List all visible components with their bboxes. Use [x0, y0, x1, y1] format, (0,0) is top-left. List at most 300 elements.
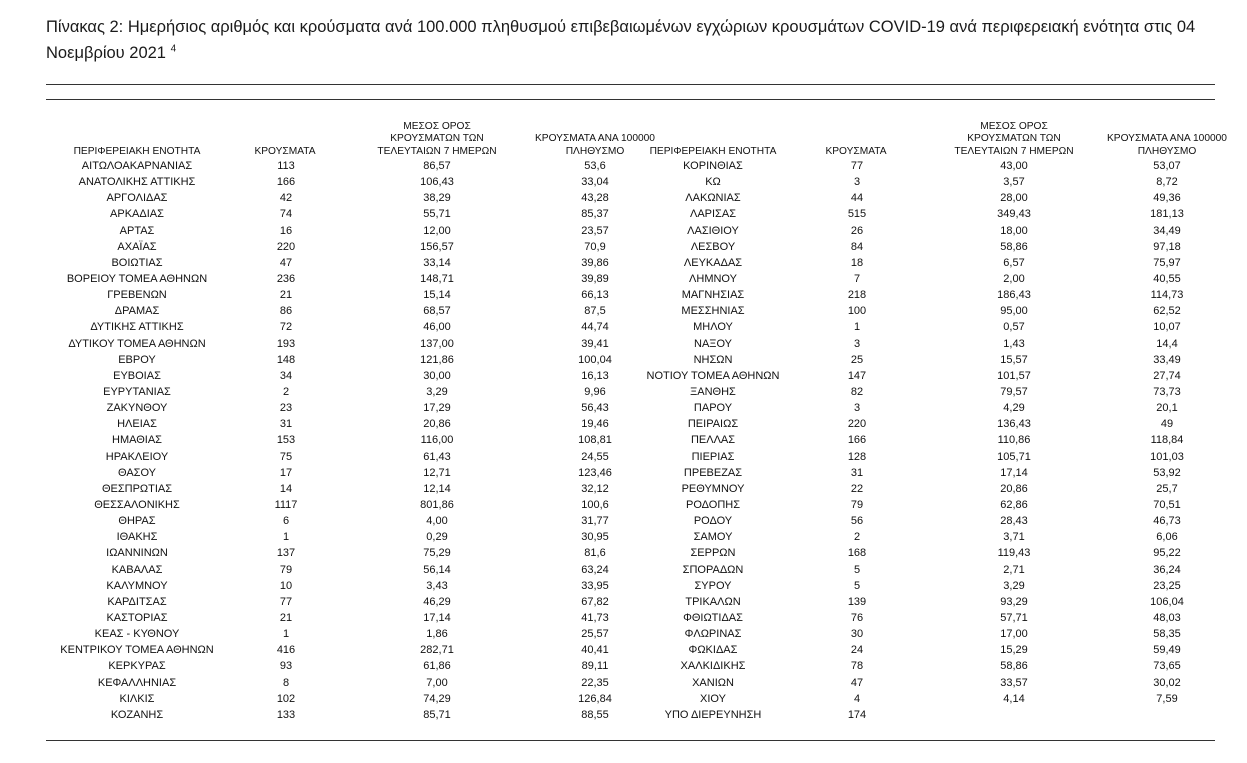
table-header — [46, 111, 1227, 158]
table-body — [46, 158, 1215, 723]
cell-cases-right: 31 — [850, 466, 864, 479]
table-row — [46, 675, 1215, 691]
cell-cases-right: 3 — [853, 402, 861, 415]
cell-per100k-left: 23,57 — [581, 224, 609, 237]
cell-per100k-right: 59,49 — [1153, 644, 1181, 657]
table-row — [46, 271, 1215, 287]
cell-cases-right: 24 — [850, 644, 864, 657]
cell-cases-left: 77 — [279, 595, 293, 608]
cell-region-right: ΣΑΜΟΥ — [693, 531, 733, 544]
cell-per100k-left: 81,6 — [584, 547, 606, 560]
cell-cases-right: 3 — [853, 337, 861, 350]
cell-region-right: ΜΕΣΣΗΝΙΑΣ — [681, 305, 745, 318]
table-row — [46, 368, 1215, 384]
cell-per100k-left: 41,73 — [581, 611, 609, 624]
cell-per100k-right: 27,74 — [1153, 369, 1181, 382]
cell-cases-left: 31 — [279, 418, 293, 431]
cell-region-left: ΙΘΑΚΗΣ — [116, 531, 158, 544]
cell-per100k-left: 43,28 — [581, 192, 609, 205]
cell-per100k-right: 30,02 — [1153, 676, 1181, 689]
cell-region-left: ΕΥΡΥΤΑΝΙΑΣ — [103, 385, 171, 398]
cell-region-right: ΡΟΔΟΠΗΣ — [685, 498, 741, 511]
cell-avg7-right: 58,86 — [1000, 660, 1028, 673]
table-row — [46, 626, 1215, 642]
cell-per100k-left: 100,04 — [578, 353, 612, 366]
cell-per100k-right: 49 — [1160, 418, 1174, 431]
cell-per100k-left: 67,82 — [581, 595, 609, 608]
table-row — [46, 400, 1215, 416]
cell-region-right: ΞΑΝΘΗΣ — [690, 385, 736, 398]
cell-region-left: ΚΑΣΤΟΡΙΑΣ — [106, 611, 168, 624]
cell-region-left: ΔΡΑΜΑΣ — [114, 305, 160, 318]
cell-region-right: ΜΑΓΝΗΣΙΑΣ — [681, 289, 745, 302]
header-avg-right: ΜΕΣΟΣ ΟΡΟΣ ΚΡΟΥΣΜΑΤΩΝ ΤΩΝ ΤΕΛΕΥΤΑΙΩΝ 7 ΗΜΕΡΩΝ — [954, 120, 1074, 157]
table-row — [46, 303, 1215, 319]
cell-cases-right: 218 — [847, 289, 867, 302]
cell-per100k-right: 8,72 — [1156, 176, 1178, 189]
cell-per100k-right: 36,24 — [1153, 563, 1181, 576]
cell-region-left: ΓΡΕΒΕΝΩΝ — [107, 289, 167, 302]
cell-region-left: ΑΡΤΑΣ — [119, 224, 155, 237]
table-row — [46, 642, 1215, 658]
cell-avg7-left: 68,57 — [423, 305, 451, 318]
cell-region-right: ΡΕΘΥΜΝΟΥ — [681, 482, 745, 495]
cell-region-left: ΚΑΡΔΙΤΣΑΣ — [107, 595, 167, 608]
cell-avg7-left: 15,14 — [423, 289, 451, 302]
cell-cases-left: 113 — [277, 160, 295, 172]
cell-avg7-left: 85,71 — [423, 708, 451, 721]
cell-per100k-right: 97,18 — [1153, 240, 1181, 253]
cell-avg7-left: 20,86 — [423, 418, 451, 431]
cell-per100k-right: 25,7 — [1156, 482, 1178, 495]
cell-cases-right: 76 — [850, 611, 864, 624]
table-row — [46, 223, 1215, 239]
cell-region-left: ΚΕΦΑΛΛΗΝΙΑΣ — [97, 676, 177, 689]
cell-avg7-left: 116,00 — [420, 434, 454, 447]
cell-per100k-right: 101,03 — [1150, 450, 1184, 463]
cell-avg7-left: 46,00 — [423, 321, 451, 334]
cell-region-left: ΘΗΡΑΣ — [118, 515, 156, 528]
cell-cases-left: 93 — [279, 660, 293, 673]
cell-cases-left: 34 — [279, 369, 293, 382]
cell-region-right: ΠΡΕΒΕΖΑΣ — [683, 466, 743, 479]
cell-per100k-right: 53,92 — [1153, 466, 1181, 479]
cell-cases-left: 236 — [276, 272, 296, 285]
cell-cases-right: 174 — [847, 708, 867, 721]
cell-avg7-right: 3,57 — [1003, 176, 1025, 189]
cell-region-left: ΚΑΒΑΛΑΣ — [111, 563, 163, 576]
cell-cases-left: 220 — [276, 240, 296, 253]
cell-per100k-right: 73,65 — [1153, 660, 1181, 673]
table-row — [46, 707, 1215, 723]
cell-per100k-left: 66,13 — [581, 289, 609, 302]
table-row — [46, 513, 1215, 529]
cell-avg7-right: 349,43 — [997, 208, 1031, 221]
cell-cases-left: 137 — [276, 547, 296, 560]
cell-per100k-left: 30,95 — [581, 531, 609, 544]
header-region-left: ΠΕΡΙΦΕΡΕΙΑΚΗ ΕΝΟΤΗΤΑ — [73, 145, 201, 157]
cell-avg7-right: 105,71 — [997, 450, 1031, 463]
table-row — [46, 610, 1215, 626]
cell-region-left: ΔΥΤΙΚΗΣ ΑΤΤΙΚΗΣ — [90, 321, 184, 334]
cell-cases-right: 5 — [853, 579, 861, 592]
table-row — [46, 287, 1215, 303]
cell-cases-right: 128 — [847, 450, 867, 463]
cell-cases-right: 1 — [853, 321, 861, 334]
cell-per100k-left: 33,04 — [581, 176, 609, 189]
cell-cases-left: 72 — [279, 321, 293, 334]
cell-avg7-right: 17,14 — [1000, 466, 1028, 479]
top-rule — [46, 84, 1215, 85]
cell-per100k-right: 73,73 — [1153, 385, 1181, 398]
cell-cases-right: 4 — [853, 692, 861, 705]
cell-avg7-right: 93,29 — [1000, 595, 1028, 608]
cell-per100k-left: 123,46 — [578, 466, 612, 479]
cell-region-left: ΚΑΛΥΜΝΟΥ — [106, 579, 168, 592]
cell-region-left: ΘΑΣΟΥ — [117, 466, 157, 479]
cell-avg7-left: 282,71 — [420, 644, 454, 657]
cell-cases-right: 84 — [850, 240, 864, 253]
cell-region-right: ΠΑΡΟΥ — [693, 402, 733, 415]
cell-per100k-right: 95,22 — [1153, 547, 1181, 560]
cell-cases-left: 10 — [279, 579, 293, 592]
cell-avg7-left: 4,00 — [426, 515, 448, 528]
cell-avg7-left: 17,29 — [423, 402, 451, 415]
cell-avg7-right: 15,57 — [1000, 353, 1028, 366]
cell-avg7-right: 58,86 — [1000, 240, 1028, 253]
cell-avg7-right: 4,14 — [1003, 692, 1025, 705]
table-row — [46, 239, 1215, 255]
cell-cases-left: 42 — [279, 192, 293, 205]
cell-per100k-right: 181,13 — [1150, 208, 1184, 221]
cell-avg7-left: 121,86 — [420, 353, 454, 366]
bottom-rule — [46, 740, 1215, 741]
cell-per100k-left: 19,46 — [581, 418, 609, 431]
table-row — [46, 384, 1215, 400]
cell-avg7-right: 101,57 — [997, 369, 1031, 382]
cell-cases-left: 416 — [276, 644, 296, 657]
cell-per100k-left: 24,55 — [581, 450, 609, 463]
header-cases-left: ΚΡΟΥΣΜΑΤΑ — [254, 145, 316, 157]
cell-region-left: ΚΟΖΑΝΗΣ — [110, 708, 164, 721]
table-row — [46, 174, 1215, 190]
cell-region-right: ΝΑΞΟΥ — [694, 337, 732, 350]
cell-avg7-right: 33,57 — [1000, 676, 1028, 689]
cell-cases-right: 25 — [850, 353, 864, 366]
cell-region-left: ΑΝΑΤΟΛΙΚΗΣ ΑΤΤΙΚΗΣ — [78, 176, 196, 189]
table-row — [46, 481, 1215, 497]
cell-region-left: ΒΟΡΕΙΟΥ ΤΟΜΕΑ ΑΘΗΝΩΝ — [66, 272, 208, 285]
cell-avg7-left: 56,14 — [423, 563, 451, 576]
header-per100k-right: ΚΡΟΥΣΜΑΤΑ ΑΝΑ 100000 ΠΛΗΘΥΣΜΟ — [1107, 133, 1227, 157]
cell-cases-right: 82 — [850, 385, 864, 398]
cell-cases-left: 2 — [282, 385, 290, 398]
cell-region-left: ΚΙΛΚΙΣ — [119, 692, 155, 705]
cell-avg7-right: 3,71 — [1003, 531, 1025, 544]
cell-per100k-left: 32,12 — [581, 482, 609, 495]
cell-region-right: ΦΛΩΡΙΝΑΣ — [684, 628, 742, 641]
cell-per100k-left: 87,5 — [584, 305, 606, 318]
table-title — [46, 14, 1221, 66]
cell-cases-left: 193 — [276, 337, 296, 350]
cell-per100k-left: 88,55 — [581, 708, 609, 721]
cell-region-right: ΜΗΛΟΥ — [693, 321, 733, 334]
cell-avg7-right: 15,29 — [1000, 644, 1028, 657]
cell-region-right: ΡΟΔΟΥ — [693, 515, 733, 528]
cell-cases-left: 148 — [276, 353, 296, 366]
cell-avg7-left: 3,29 — [426, 385, 448, 398]
cell-per100k-left: 70,9 — [584, 240, 606, 253]
header-cases-right: ΚΡΟΥΣΜΑΤΑ — [825, 145, 887, 157]
cell-region-right: ΠΙΕΡΙΑΣ — [691, 450, 735, 463]
table-row — [46, 691, 1215, 707]
cell-cases-right: 515 — [847, 208, 867, 221]
cell-avg7-left: 137,00 — [420, 337, 454, 350]
table-row — [46, 449, 1215, 465]
header-avg-left: ΜΕΣΟΣ ΟΡΟΣ ΚΡΟΥΣΜΑΤΩΝ ΤΩΝ ΤΕΛΕΥΤΑΙΩΝ 7 ΗΜΕΡΩΝ — [377, 120, 497, 157]
cell-avg7-left: 156,57 — [420, 240, 454, 253]
cell-per100k-left: 53,6 — [584, 160, 606, 172]
cell-per100k-right: 75,97 — [1153, 256, 1181, 269]
cell-avg7-left: 7,00 — [426, 676, 448, 689]
table-row — [46, 352, 1215, 368]
cell-avg7-right: 20,86 — [1000, 482, 1028, 495]
cell-avg7-left: 30,00 — [423, 369, 451, 382]
table-row — [46, 529, 1215, 545]
cell-cases-right: 5 — [853, 563, 861, 576]
cell-avg7-left: 0,29 — [426, 531, 448, 544]
cell-avg7-right: 1,43 — [1003, 337, 1025, 350]
cell-avg7-left: 3,43 — [426, 579, 448, 592]
cell-avg7-left: 33,14 — [423, 256, 451, 269]
cell-cases-left: 8 — [282, 676, 290, 689]
cell-per100k-right: 62,52 — [1153, 305, 1181, 318]
cell-cases-left: 1 — [282, 628, 290, 641]
cell-per100k-left: 39,41 — [581, 337, 609, 350]
table-row — [46, 594, 1215, 610]
cell-cases-right: 220 — [847, 418, 867, 431]
cell-avg7-right: 4,29 — [1003, 402, 1025, 415]
cell-region-left: ΑΡΓΟΛΙΔΑΣ — [106, 192, 168, 205]
cell-region-right: ΠΕΙΡΑΙΩΣ — [687, 418, 739, 431]
cell-cases-right: 77 — [850, 160, 864, 172]
cell-region-right: ΚΩ — [705, 176, 721, 189]
cell-avg7-left: 106,43 — [420, 176, 454, 189]
cell-per100k-left: 31,77 — [581, 515, 609, 528]
cell-region-right: ΠΕΛΛΑΣ — [690, 434, 736, 447]
table-row — [46, 255, 1215, 271]
cell-cases-left: 79 — [279, 563, 293, 576]
cell-per100k-left: 16,13 — [581, 369, 609, 382]
cell-avg7-left: 55,71 — [423, 208, 451, 221]
cell-avg7-right: 3,29 — [1003, 579, 1025, 592]
cell-avg7-left: 801,86 — [420, 498, 454, 511]
cell-avg7-right: 95,00 — [1000, 305, 1028, 318]
cell-per100k-left: 56,43 — [581, 402, 609, 415]
cell-per100k-right: 106,04 — [1150, 595, 1184, 608]
cell-region-right: ΦΩΚΙΔΑΣ — [688, 644, 738, 657]
cell-region-right: ΣΠΟΡΑΔΩΝ — [682, 563, 744, 576]
cell-region-left: ΘΕΣΣΑΛΟΝΙΚΗΣ — [94, 498, 180, 511]
cell-cases-left: 6 — [282, 515, 290, 528]
cell-region-right: ΛΑΡΙΣΑΣ — [689, 208, 736, 221]
cell-cases-right: 2 — [853, 531, 861, 544]
cell-region-left: ΚΕΑΣ - ΚΥΘΝΟΥ — [94, 628, 180, 641]
cell-per100k-right: 34,49 — [1153, 224, 1181, 237]
cell-avg7-left: 12,71 — [423, 466, 451, 479]
cell-per100k-left: 85,37 — [581, 208, 609, 221]
cell-per100k-left: 63,24 — [581, 563, 609, 576]
cell-per100k-left: 108,81 — [578, 434, 612, 447]
cell-avg7-right: 119,43 — [997, 547, 1031, 560]
cell-region-right: ΤΡΙΚΑΛΩΝ — [685, 595, 741, 608]
cell-region-left: ΑΡΚΑΔΙΑΣ — [110, 208, 164, 221]
table-row — [46, 158, 1215, 174]
cell-cases-right: 100 — [847, 305, 867, 318]
table-row — [46, 319, 1215, 335]
table-row — [46, 465, 1215, 481]
table-row — [46, 497, 1215, 513]
cell-per100k-right: 6,06 — [1156, 531, 1178, 544]
cell-avg7-left: 17,14 — [423, 611, 451, 624]
cell-avg7-left: 12,14 — [423, 482, 451, 495]
cell-per100k-left: 39,89 — [581, 272, 609, 285]
cell-per100k-left: 126,84 — [578, 692, 612, 705]
cell-cases-right: 22 — [850, 482, 864, 495]
cell-avg7-right: 6,57 — [1003, 256, 1025, 269]
cell-per100k-right: 70,51 — [1153, 498, 1181, 511]
cell-per100k-left: 9,96 — [584, 385, 606, 398]
table-row — [46, 658, 1215, 674]
cell-avg7-right: 18,00 — [1000, 224, 1028, 237]
cell-region-right: ΛΑΚΩΝΙΑΣ — [685, 192, 741, 205]
cell-region-left: ΚΕΝΤΡΙΚΟΥ ΤΟΜΕΑ ΑΘΗΝΩΝ — [60, 644, 214, 657]
cell-cases-right: 56 — [850, 515, 864, 528]
cell-per100k-left: 39,86 — [581, 256, 609, 269]
cell-avg7-right: 0,57 — [1003, 321, 1025, 334]
cell-avg7-left: 12,00 — [423, 224, 451, 237]
cell-avg7-left: 86,57 — [423, 160, 451, 172]
cell-avg7-left: 38,29 — [423, 192, 451, 205]
cell-avg7-right: 186,43 — [997, 289, 1031, 302]
cell-per100k-left: 40,41 — [581, 644, 609, 657]
cell-avg7-right: 43,00 — [1000, 160, 1028, 172]
cell-per100k-right: 40,55 — [1153, 272, 1181, 285]
cell-avg7-right: 110,86 — [997, 434, 1031, 447]
table-row — [46, 416, 1215, 432]
cell-per100k-left: 89,11 — [581, 660, 609, 673]
cell-per100k-right: 23,25 — [1153, 579, 1181, 592]
cell-region-right: ΚΟΡΙΝΘΙΑΣ — [683, 160, 743, 172]
cell-region-left: ΕΒΡΟΥ — [118, 353, 156, 366]
cell-cases-left: 74 — [279, 208, 293, 221]
cell-avg7-right: 62,86 — [1000, 498, 1028, 511]
cell-avg7-right: 57,71 — [1000, 611, 1028, 624]
cell-avg7-right: 136,43 — [997, 418, 1031, 431]
table-row — [46, 206, 1215, 222]
cell-cases-left: 1117 — [274, 498, 298, 511]
cell-region-right: ΣΕΡΡΩΝ — [690, 547, 736, 560]
table-row — [46, 545, 1215, 561]
cell-avg7-right: 79,57 — [1000, 385, 1028, 398]
cell-per100k-left: 33,95 — [581, 579, 609, 592]
cell-avg7-right: 2,71 — [1003, 563, 1025, 576]
cell-region-right: ΣΥΡΟΥ — [694, 579, 732, 592]
cell-avg7-left: 46,29 — [423, 595, 451, 608]
cell-region-left: ΗΛΕΙΑΣ — [117, 418, 157, 431]
cell-cases-left: 16 — [279, 224, 293, 237]
cell-cases-right: 30 — [850, 628, 864, 641]
cell-cases-right: 139 — [847, 595, 867, 608]
cell-region-right: ΛΕΥΚΑΔΑΣ — [683, 256, 743, 269]
cell-cases-left: 1 — [282, 531, 290, 544]
cell-region-left: ΙΩΑΝΝΙΝΩΝ — [106, 547, 168, 560]
cell-cases-right: 47 — [850, 676, 864, 689]
cell-region-right: ΧΙΟΥ — [700, 692, 726, 705]
cell-cases-right: 44 — [850, 192, 864, 205]
table-row — [46, 562, 1215, 578]
cell-per100k-right: 10,07 — [1153, 321, 1181, 334]
cell-cases-left: 102 — [276, 692, 296, 705]
cell-per100k-left: 22,35 — [581, 676, 609, 689]
cell-per100k-left: 25,57 — [581, 628, 609, 641]
cell-per100k-right: 53,07 — [1153, 160, 1181, 172]
cell-per100k-right: 33,49 — [1153, 353, 1181, 366]
cell-region-left: ΘΕΣΠΡΩΤΙΑΣ — [101, 482, 173, 495]
cell-cases-left: 14 — [279, 482, 293, 495]
cell-avg7-right: 17,00 — [1000, 628, 1028, 641]
cell-cases-right: 168 — [847, 547, 867, 560]
cell-per100k-right: 20,1 — [1156, 402, 1178, 415]
cell-cases-left: 23 — [279, 402, 293, 415]
cell-cases-right: 18 — [850, 256, 864, 269]
cell-per100k-right: 58,35 — [1153, 628, 1181, 641]
cell-cases-left: 133 — [276, 708, 296, 721]
cell-region-left: ΕΥΒΟΙΑΣ — [113, 369, 161, 382]
header-rule — [46, 99, 1215, 100]
table-title-text: Πίνακας 2: Ημερήσιος αριθμός και κρούσματα ανά 100.000 πληθυσμού επιβεβαιωμένων εγχώριων κρουσμάτων COVID-19 ανά περιφερειακή ενότητα στις 04 Νοεμβρίου 2021 — [46, 18, 1196, 62]
cell-cases-left: 21 — [279, 289, 293, 302]
cell-cases-left: 86 — [279, 305, 293, 318]
cell-region-left: ΑΧΑΪΑΣ — [117, 240, 157, 253]
table-row — [46, 578, 1215, 594]
cell-region-left: ΗΜΑΘΙΑΣ — [112, 434, 162, 447]
cell-per100k-right: 46,73 — [1153, 515, 1181, 528]
cell-avg7-left: 1,86 — [426, 628, 448, 641]
cell-avg7-left: 75,29 — [423, 547, 451, 560]
cell-per100k-right: 114,73 — [1150, 289, 1184, 302]
cell-region-left: ΖΑΚΥΝΘΟΥ — [106, 402, 168, 415]
cell-region-right: ΧΑΛΚΙΔΙΚΗΣ — [680, 660, 746, 673]
cell-cases-left: 21 — [279, 611, 293, 624]
cell-cases-left: 75 — [279, 450, 293, 463]
cell-region-right: ΥΠΟ ΔΙΕΡΕΥΝΗΣΗ — [664, 708, 762, 721]
cell-cases-right: 3 — [853, 176, 861, 189]
cell-avg7-right: 2,00 — [1003, 272, 1025, 285]
cell-per100k-left: 44,74 — [581, 321, 609, 334]
cell-region-right: ΛΑΣΙΘΙΟΥ — [687, 224, 739, 237]
cell-cases-left: 47 — [279, 256, 293, 269]
table-row — [46, 336, 1215, 352]
cell-per100k-right: 48,03 — [1153, 611, 1181, 624]
cell-per100k-right: 118,84 — [1150, 434, 1184, 447]
cell-cases-right: 78 — [850, 660, 864, 673]
cell-region-left: ΑΙΤΩΛΟΑΚΑΡΝΑΝΙΑΣ — [81, 160, 193, 172]
cell-per100k-right: 49,36 — [1153, 192, 1181, 205]
cell-region-right: ΛΕΣΒΟΥ — [690, 240, 736, 253]
cell-region-right: ΛΗΜΝΟΥ — [689, 272, 737, 285]
cell-region-right: ΦΘΙΩΤΙΔΑΣ — [683, 611, 743, 624]
